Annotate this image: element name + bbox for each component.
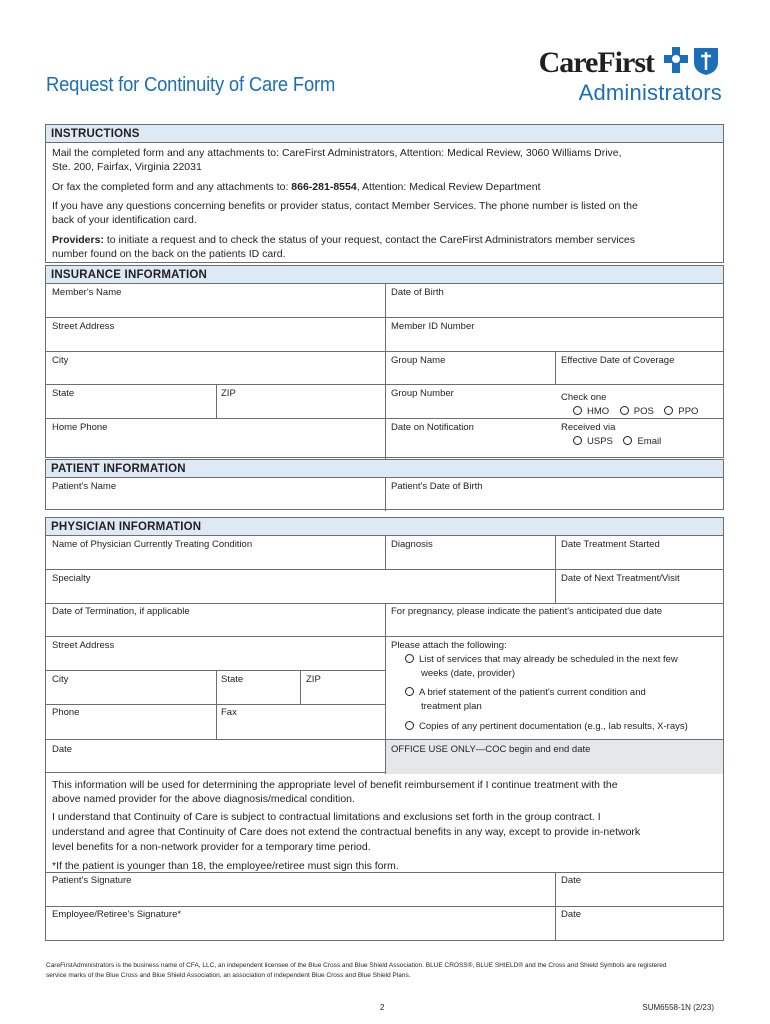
next-treatment-field[interactable]: Date of Next Treatment/Visit [561,573,680,584]
physician-street-field[interactable]: Street Address [52,640,115,651]
members-name-field[interactable]: Member's Name [52,287,122,298]
logo-wordmark: CareFirst [538,46,654,79]
received-via-options [573,436,661,448]
diagnosis-field[interactable]: Diagnosis [391,539,433,550]
section-heading: INSTRUCTIONS [46,125,723,143]
termination-date-field[interactable]: Date of Termination, if applicable [52,606,190,617]
member-id-field[interactable]: Member ID Number [391,321,475,332]
patient-dob-field[interactable]: Patient's Date of Birth [391,481,483,492]
legal-line-2: service marks of the Blue Cross and Blue Shield Association, an association of independent Blue Cross and Blue Shield Plans. [46,972,411,979]
attach-3-text: Copies of any pertinent documentation (e.g., lab results, X-rays) [419,721,688,732]
attach-2-text: A brief statement of the patient's current condition and [419,687,646,698]
logo-subtitle: Administrators [578,80,722,105]
attach-item-2 [405,687,646,699]
section-heading: INSURANCE INFORMATION [46,266,723,284]
providers-text-1 [52,234,635,248]
street-address-field[interactable]: Street Address [52,321,115,332]
usps-radio[interactable] [573,436,582,445]
office-use-label: OFFICE USE ONLY—COC begin and end date [391,744,591,755]
date-started-field[interactable]: Date Treatment Started [561,539,660,550]
patient-signature-field[interactable]: Patient's Signature [52,875,132,886]
attach-2-checkbox[interactable] [405,687,414,696]
minor-note: *If the patient is younger than 18, the employee/retiree must sign this form. [52,860,399,872]
state-field[interactable]: State [52,388,75,399]
employee-signature-field[interactable]: Employee/Retiree's Signature* [52,909,182,920]
received-via-label: Received via [561,422,616,433]
statement-p1-2: above named provider for the above diagnosis/medical condition. [52,793,355,805]
mail-text-2: Ste. 200, Fairfax, Virginia 22031 [52,161,202,173]
insurance-section [45,265,724,458]
statement-p2-3: level benefits for a non-network provider for a temporary time period. [52,841,371,853]
zip-field[interactable]: ZIP [221,388,236,399]
statement-p2-1: I understand that Continuity of Care is subject to contractual limitations and exclusions set forth in the group contract. I [52,811,601,823]
statement-p2-2: understand and agree that Continuity of Care does not extend the contractual benefits in any way, except to provide in-network [52,826,641,838]
pos-radio[interactable] [620,406,629,415]
physician-name-field[interactable]: Name of Physician Currently Treating Condition [52,539,253,550]
mail-text-1: Mail the completed form and any attachments to: CareFirst Administrators, Attention: Medical Review, 3060 Williams Drive, [52,147,622,159]
providers-text-2: number found on the back on the patients ID card. [52,248,286,260]
hmo-label: HMO [587,406,610,417]
attach-label: Please attach the following: [391,640,507,651]
providers-body: to initiate a request and to check the status of your request, contact the CareFirst Administrators member services [103,234,636,246]
email-radio[interactable] [623,436,632,445]
attach-3-checkbox[interactable] [405,721,414,730]
physician-fax-field[interactable]: Fax [221,707,237,718]
hmo-radio[interactable] [573,406,582,415]
employee-signature-date-field[interactable]: Date [561,909,582,920]
check-one-label: Check one [561,392,607,403]
statement-p1-1: This information will be used for determining the appropriate level of benefit reimbursement if I continue treatment with the [52,779,618,791]
usps-label: USPS [587,436,613,447]
specialty-field[interactable]: Specialty [52,573,91,584]
plan-type-options [573,406,698,418]
form-code: SUM6558-1N (2/23) [642,1003,714,1012]
physician-state-field[interactable]: State [221,674,244,685]
attach-item-1-cont: weeks (date, provider) [421,668,515,679]
providers-label: Providers: [52,234,104,246]
fax-number: 866-281-8554 [291,181,357,193]
legal-footer [46,961,726,981]
physician-city-field[interactable]: City [52,674,69,685]
page-title: Request for Continuity of Care Form [46,74,336,96]
attach-item-2-cont: treatment plan [421,701,482,712]
date-of-birth-field[interactable]: Date of Birth [391,287,444,298]
patient-section [45,459,724,510]
section-heading: PATIENT INFORMATION [46,460,723,478]
ppo-label: PPO [678,406,699,417]
physician-section [45,517,724,773]
carefirst-logo [502,46,722,108]
cross-shield-icon [660,46,722,76]
attach-1-checkbox[interactable] [405,654,414,663]
group-name-field[interactable]: Group Name [391,355,446,366]
attach-1-text: List of services that may already be scheduled in the next few [419,654,678,665]
ppo-radio[interactable] [664,406,673,415]
questions-text-1: If you have any questions concerning benefits or provider status, contact Member Services. The phone number is listed on the [52,200,638,212]
section-heading: PHYSICIAN INFORMATION [46,518,723,536]
pos-label: POS [633,406,654,417]
patient-name-field[interactable]: Patient's Name [52,481,117,492]
patient-signature-date-field[interactable]: Date [561,875,582,886]
pregnancy-due-date-field[interactable]: For pregnancy, please indicate the patient's anticipated due date [391,606,662,617]
physician-date-field[interactable]: Date [52,744,73,755]
statement-section [45,773,724,941]
fax-text [52,181,541,195]
date-notification-field[interactable]: Date on Notification [391,422,474,433]
page-number: 2 [380,1003,385,1012]
attach-item-1 [405,654,678,666]
instructions-section [45,124,724,263]
attach-item-3 [405,721,688,733]
legal-line-1: CareFirstAdministrators is the business name of CFA, LLC, an independent licensee of the Blue Cross and Blue Shield Association. BLUE CROSS®, BLUE SHIELD® and the Cross and Shield Symbols are registered [46,962,667,969]
physician-zip-field[interactable]: ZIP [306,674,321,685]
questions-text-2: back of your identification card. [52,214,197,226]
fax-pre: Or fax the completed form and any attachments to: [52,181,292,193]
physician-phone-field[interactable]: Phone [52,707,80,718]
home-phone-field[interactable]: Home Phone [52,422,108,433]
group-number-field[interactable]: Group Number [391,388,454,399]
email-label: Email [637,436,662,447]
effective-date-field[interactable]: Effective Date of Coverage [561,355,675,366]
fax-post: , Attention: Medical Review Department [356,181,541,193]
city-field[interactable]: City [52,355,69,366]
